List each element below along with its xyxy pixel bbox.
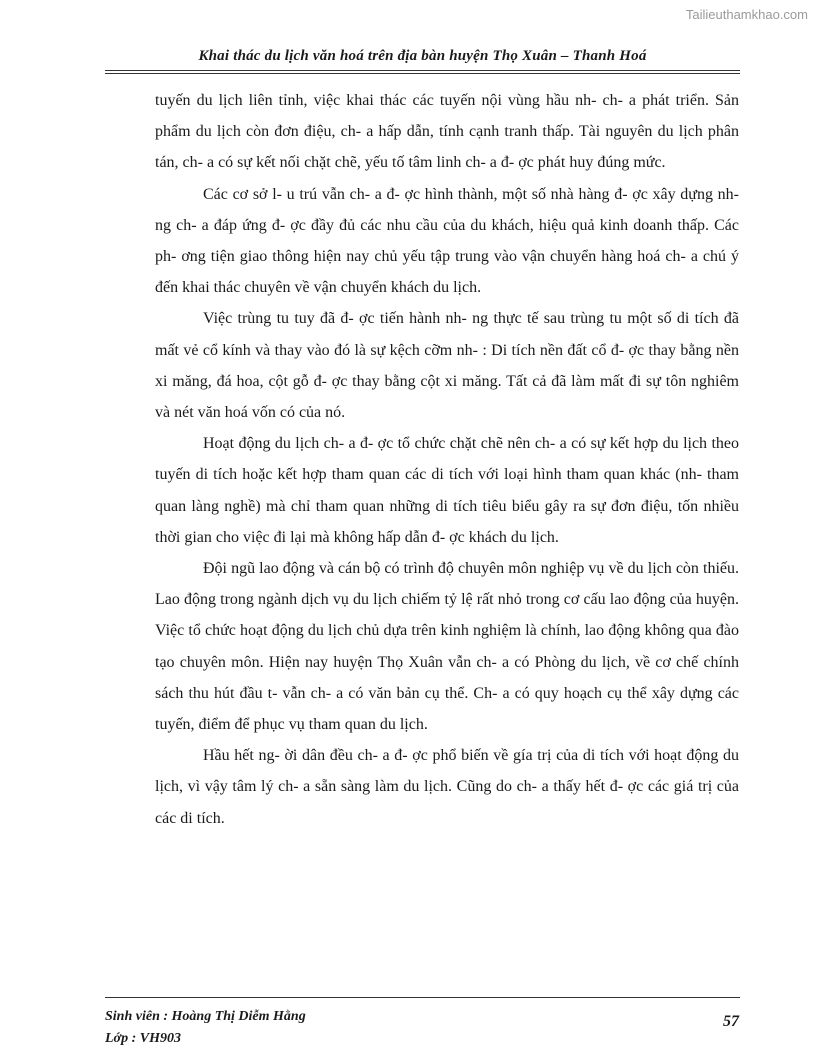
- header-divider: [105, 70, 740, 71]
- paragraph-5: Đội ngũ lao động và cán bộ có trình độ chuyên môn nghiệp vụ về du lịch còn thiếu. Lao động trong ngành dịch vụ du lịch chiếm tỷ lệ rất nhỏ trong cơ cấu lao động của huyện. Việc tổ chức hoạt động du lịch chủ dựa trên kinh nghiệm là chính, lao động không qua đào tạo chuyên môn. Hiện nay huyện Thọ Xuân vẫn ch- a có Phòng du lịch, về cơ chế chính sách thu hút đầu t- vẫn ch- a có văn bản cụ thể. Ch- a có quy hoạch cụ thể xây dựng các tuyến, điểm để phục vụ tham quan du lịch.: [155, 560, 739, 734]
- paragraph-4: Hoạt động du lịch ch- a đ- ợc tổ chức chặt chẽ nên ch- a có sự kết hợp du lịch theo tuyến di tích hoặc kết hợp tham quan các di tích với loại hình tham quan khác (nh- tham quan làng nghề) mà chỉ tham quan những di tích tiêu biểu gây ra sự đơn điệu, tốn nhiều thời gian cho việc đi lại mà không hấp dẫn đ- ợc khách du lịch.: [155, 435, 739, 546]
- footer-class: Lớp : VH903: [105, 1031, 181, 1046]
- paragraph-2: Các cơ sở l- u trú vẫn ch- a đ- ợc hình thành, một số nhà hàng đ- ợc xây dựng nh- ng ch- a đáp ứng đ- ợc đầy đủ các nhu cầu của du khách, hiệu quả kinh doanh thấp. Các ph- ơng tiện giao thông hiện nay chủ yếu tập trung vào vận chuyển hàng hoá ch- a chú ý đến khai thác chuyên về vận chuyển khách du lịch.: [155, 185, 739, 297]
- footer-student: Sinh viên : Hoàng Thị Diễm Hằng: [105, 1009, 306, 1024]
- page-number: 57: [723, 1013, 739, 1030]
- document-body: [155, 85, 739, 834]
- header-divider-secondary: [105, 73, 740, 74]
- paragraph-1: tuyến du lịch liên tỉnh, việc khai thác các tuyến nội vùng hầu nh- ch- a phát triển. Sản phẩm du lịch còn đơn điệu, ch- a hấp dẫn, tính cạnh tranh thấp. Tài nguyên du lịch phân tán, ch- a có sự kết nối chặt chẽ, yếu tố tâm linh ch- a đ- ợc phát huy đúng mức.: [155, 92, 739, 172]
- paragraph-3: Việc trùng tu tuy đã đ- ợc tiến hành nh- ng thực tế sau trùng tu một số di tích đã mất vẻ cổ kính và thay vào đó là sự kệch cỡm nh- : Di tích nền đất cổ đ- ợc thay bằng nền xi măng, đá hoa, cột gỗ đ- ợc thay bằng cột xi măng. Tất cả đã làm mất đi sự tôn nghiêm và nét văn hoá vốn có của nó.: [155, 310, 739, 422]
- footer-divider: [105, 997, 740, 998]
- footer-author-block: [105, 1006, 306, 1050]
- paragraph-6: Hầu hết ng- ời dân đều ch- a đ- ợc phổ biến về gía trị của di tích với hoạt động du lịch, vì vậy tâm lý ch- a sẵn sàng làm du lịch. Cũng do ch- a thấy hết đ- ợc các giá trị của các di tích.: [155, 747, 739, 827]
- running-header: Khai thác du lịch văn hoá trên địa bàn huyện Thọ Xuân – Thanh Hoá: [198, 48, 647, 64]
- watermark: Tailieuthamkhao.com: [685, 7, 808, 22]
